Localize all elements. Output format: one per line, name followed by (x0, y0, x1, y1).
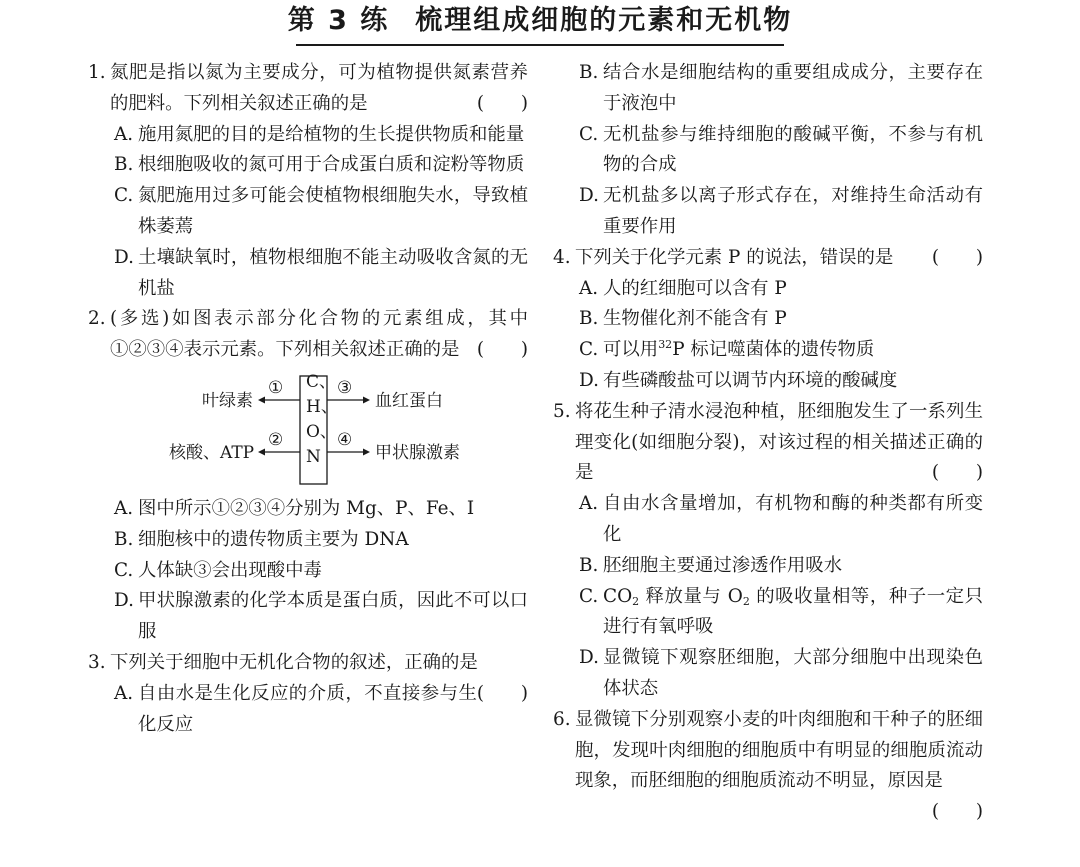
circle-3: ③ (337, 377, 353, 398)
label-chlorophyll: 叶绿素 (202, 390, 253, 411)
arrowhead (258, 396, 265, 403)
question-number: 5. (553, 400, 571, 422)
option-text-part: CO (603, 585, 633, 607)
element-h: H、 (306, 396, 338, 417)
option-letter: A. (579, 277, 599, 299)
option-letter: D. (114, 590, 134, 612)
element-composition-diagram (88, 372, 528, 492)
option-text-part: 释放量与 O (639, 585, 743, 607)
option-text: 胚细胞主要通过渗透作用吸水 (603, 554, 843, 576)
question-3 (88, 648, 528, 704)
answer-blank: ( ) (931, 801, 983, 823)
question-stem (110, 58, 528, 120)
option-a (88, 120, 528, 151)
option-letter: A. (579, 493, 599, 515)
option-b (88, 525, 528, 556)
option-text: 氮肥施用过多可能会使植物根细胞失水，导致植株萎蔫 (138, 185, 528, 237)
option-letter: D. (579, 185, 599, 207)
exercise-number: 第 3 练 (287, 5, 390, 36)
question-stem (110, 648, 528, 704)
answer-blank: ( ) (931, 462, 983, 484)
circle-2: ② (268, 429, 284, 450)
question-stem (575, 243, 983, 274)
option-a (88, 494, 528, 525)
option-b (88, 150, 528, 181)
arrowhead (363, 448, 370, 455)
option-a (553, 489, 983, 551)
question-1 (88, 58, 528, 120)
option-text: 人体缺③会出现酸中毒 (138, 559, 322, 581)
answer-blank: ( ) (476, 682, 528, 704)
question-number: 3. (88, 651, 106, 673)
option-d (553, 643, 983, 705)
option-text: 土壤缺氧时，植物根细胞不能主动吸收含氮的无机盐 (138, 246, 528, 299)
left-column (88, 58, 528, 740)
question-4 (553, 243, 983, 274)
option-letter: D. (579, 369, 599, 391)
option-letter: B. (114, 154, 134, 176)
option-text: 有些磷酸盐可以调节内环境的酸碱度 (603, 369, 898, 391)
stem-text: 下列关于细胞中无机化合物的叙述，正确的是 (110, 651, 478, 673)
option-text-part: 的吸收量相等，种子一定只进行有氧呼吸 (603, 585, 983, 638)
option-d (553, 366, 983, 397)
subscript: 2 (632, 594, 640, 608)
question-2 (88, 304, 528, 366)
option-text: 自由水含量增加，有机物和酶的种类都有所变化 (603, 493, 983, 545)
question-number: 2. (88, 308, 106, 330)
option-letter: A. (114, 682, 134, 704)
option-c (553, 582, 983, 644)
option-letter: A. (114, 497, 134, 519)
option-b (553, 58, 983, 120)
option-letter: A. (114, 123, 134, 145)
option-text: 自由水是生化反应的介质，不直接参与生化反应 (138, 682, 477, 735)
answer-blank: ( ) (476, 339, 528, 361)
option-c (88, 556, 528, 587)
option-letter: D. (114, 246, 134, 268)
answer-blank: ( ) (476, 92, 528, 114)
arrowhead (258, 448, 265, 455)
option-text: 生物催化剂不能含有 P (603, 308, 787, 330)
label-thyroxine: 甲状腺激素 (375, 442, 460, 463)
option-b (553, 304, 983, 335)
page-title (0, 4, 1080, 38)
option-a (88, 679, 528, 741)
option-text-part: 可以用 (603, 339, 659, 361)
option-text: 无机盐参与维持细胞的酸碱平衡，不参与有机物的合成 (603, 123, 983, 176)
arrowhead (363, 396, 370, 403)
question-number: 6. (553, 708, 571, 730)
option-letter: C. (114, 559, 134, 581)
stem-text: 下列关于化学元素 P 的说法，错误的是 (575, 246, 894, 268)
question-stem (575, 397, 983, 489)
exercise-topic: 梳理组成细胞的元素和无机物 (415, 5, 793, 36)
stem-text: 显微镜下分别观察小麦的叶肉细胞和干种子的胚细胞，发现叶肉细胞的细胞质中有明显的细胞质流动现象，而胚细胞的细胞质流动不明显，原因是 (575, 708, 983, 792)
option-letter: C. (579, 339, 599, 361)
option-b (553, 551, 983, 582)
option-letter: B. (579, 554, 599, 576)
answer-blank: ( ) (931, 246, 983, 268)
right-column (553, 58, 983, 828)
option-c (553, 335, 983, 366)
circle-4: ④ (337, 429, 353, 450)
label-hemoglobin: 血红蛋白 (375, 390, 443, 411)
option-letter: C. (579, 123, 599, 145)
element-o: O、 (306, 421, 337, 442)
option-text: 显微镜下观察胚细胞，大部分细胞中出现染色体状态 (603, 647, 983, 699)
option-a (553, 274, 983, 305)
option-d (88, 586, 528, 648)
option-text (603, 335, 983, 366)
option-text: 甲状腺激素的化学本质是蛋白质，因此不可以口服 (138, 590, 528, 643)
option-c (553, 120, 983, 182)
isotope-superscript: 32 (658, 338, 673, 352)
question-number: 4. (553, 246, 571, 268)
option-text (603, 582, 983, 644)
option-letter: D. (579, 647, 599, 669)
option-text: 细胞核中的遗传物质主要为 DNA (138, 528, 409, 550)
option-letter: C. (114, 185, 134, 207)
option-text: 结合水是细胞结构的重要组成成分，主要存在于液泡中 (603, 62, 983, 114)
option-c (88, 181, 528, 243)
question-stem (110, 304, 528, 366)
option-text: 无机盐多以离子形式存在，对维持生命活动有重要作用 (603, 185, 983, 237)
option-d (88, 243, 528, 305)
option-text: 施用氮肥的目的是给植物的生长提供物质和能量 (138, 123, 525, 145)
question-6 (553, 705, 983, 823)
element-n: N (306, 446, 321, 467)
option-letter: C. (579, 585, 599, 607)
option-d (553, 181, 983, 243)
element-c: C、 (306, 371, 337, 392)
option-text: 人的红细胞可以含有 P (603, 277, 787, 299)
option-text-part: P 标记噬菌体的遗传物质 (672, 339, 875, 361)
circle-1: ① (268, 377, 284, 398)
option-text: 根细胞吸收的氮可用于合成蛋白质和淀粉等物质 (138, 154, 525, 176)
question-stem (575, 705, 983, 823)
title-underline (296, 44, 784, 46)
stem-text: 氮肥是指以氮为主要成分，可为植物提供氮素营养的肥料。下列相关叙述正确的是 (110, 62, 528, 114)
stem-text: (多选)如图表示部分化合物的元素组成，其中①②③④表示元素。下列相关叙述正确的是 (110, 308, 528, 361)
stem-text: 将花生种子清水浸泡种植，胚细胞发生了一系列生理变化(如细胞分裂)，对该过程的相关描述正确的是 (575, 400, 983, 484)
question-number: 1. (88, 62, 106, 83)
option-letter: B. (579, 308, 599, 330)
subscript: 2 (742, 594, 750, 608)
option-text: 图中所示①②③④分别为 Mg、P、Fe、I (138, 497, 475, 519)
option-letter: B. (579, 62, 599, 83)
option-letter: B. (114, 528, 134, 550)
label-nucleic-acid-atp: 核酸、ATP (169, 442, 255, 463)
question-5 (553, 397, 983, 489)
